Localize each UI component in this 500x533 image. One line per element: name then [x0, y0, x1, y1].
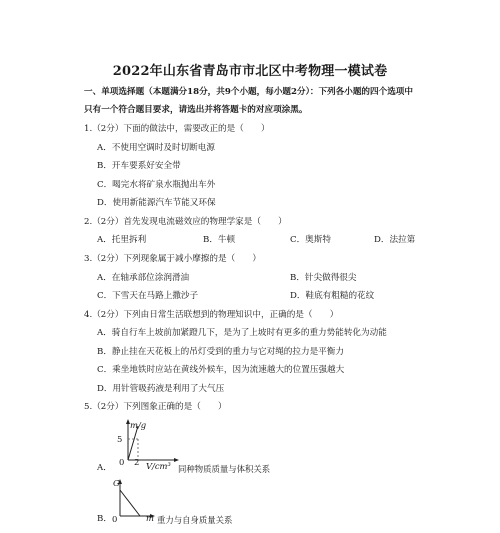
question-4-stem: 4.（2分）下列由日常生活联想到的物理知识中，正确的是（ ）: [84, 310, 339, 320]
question-2-option-a: A．托里拆利: [97, 235, 147, 245]
section-heading: 一、单项选择题（本题满分18分，共9个小题，每小题2分）：下列各小题的四个选项中: [84, 87, 413, 97]
question-5-stem: 5.（2分）下列图象正确的是（ ）: [84, 402, 227, 412]
question-4-option-b: B．静止挂在天花板上的吊灯受到的重力与它对绳的拉力是平衡力: [97, 347, 344, 357]
question-1-option-c: C．喝完水将矿泉水瓶抛出车外: [97, 180, 216, 190]
question-3-option-d: D．鞋底有粗糙的花纹: [290, 291, 375, 301]
figure-a-y-tick: 5: [117, 434, 123, 444]
question-5-option-b: B．: [97, 514, 112, 524]
question-3-option-c: C．下雪天在马路上撒沙子: [97, 291, 199, 301]
figure-b-plot-line: [120, 490, 140, 516]
question-2-stem: 2.（2分）首先发现电流磁效应的物理学家是（ ）: [84, 217, 287, 227]
page-title: 2022年山东省青岛市市北区中考物理一模试卷: [112, 64, 388, 79]
question-5-option-a: A．: [97, 463, 112, 473]
figure-a-y-label: m/g: [130, 420, 147, 430]
figure-b-origin: 0: [112, 514, 118, 524]
question-4-option-d: D．用针管吸药液是利用了大气压: [97, 384, 225, 394]
question-4-option-c: C．乘坐地铁时应站在黄线外候车，因为流速越大的位置压强越大: [97, 365, 345, 375]
figure-a-plot-line: [128, 426, 138, 460]
figure-a-x-tick: 2: [134, 457, 140, 467]
question-2-option-c: C．奥斯特: [290, 235, 331, 245]
question-1-option-b: B．开车要系好安全带: [97, 161, 181, 171]
section-heading-line2: 只有一个符合题目要求，请选出并将答题卡的对应项涂黑。: [84, 105, 308, 115]
question-1-option-a: A．不使用空调时及时切断电源: [97, 143, 215, 153]
figure-b-caption: 重力与自身质量关系: [157, 515, 233, 525]
question-4-option-a: A．骑自行车上坡前加紧蹬几下，是为了上坡时有更多的重力势能转化为动能: [97, 328, 387, 338]
question-3-stem: 3.（2分）下列现象属于减小摩擦的是（ ）: [84, 254, 261, 264]
figure-a-origin: 0: [119, 457, 125, 467]
figure-b-y-label: G: [113, 478, 120, 488]
figure-a-x-label: V/cm³: [146, 461, 171, 471]
question-1-option-d: D．使用新能源汽车节能又环保: [97, 198, 216, 208]
question-3-option-a: A．在轴承部位涂润滑油: [97, 273, 190, 283]
question-2-option-b: B．牛顿: [203, 235, 236, 245]
figure-b-x-label: m: [146, 513, 154, 523]
question-3-option-b: B．针尖做得很尖: [290, 273, 357, 283]
question-1-stem: 1.（2分）下面的做法中，需要改正的是（ ）: [84, 124, 270, 134]
figure-a-caption: 同种物质质量与体积关系: [178, 464, 271, 474]
question-2-option-d: D．法拉第: [374, 235, 416, 245]
figure-a-x-arrow-icon: [174, 458, 179, 462]
